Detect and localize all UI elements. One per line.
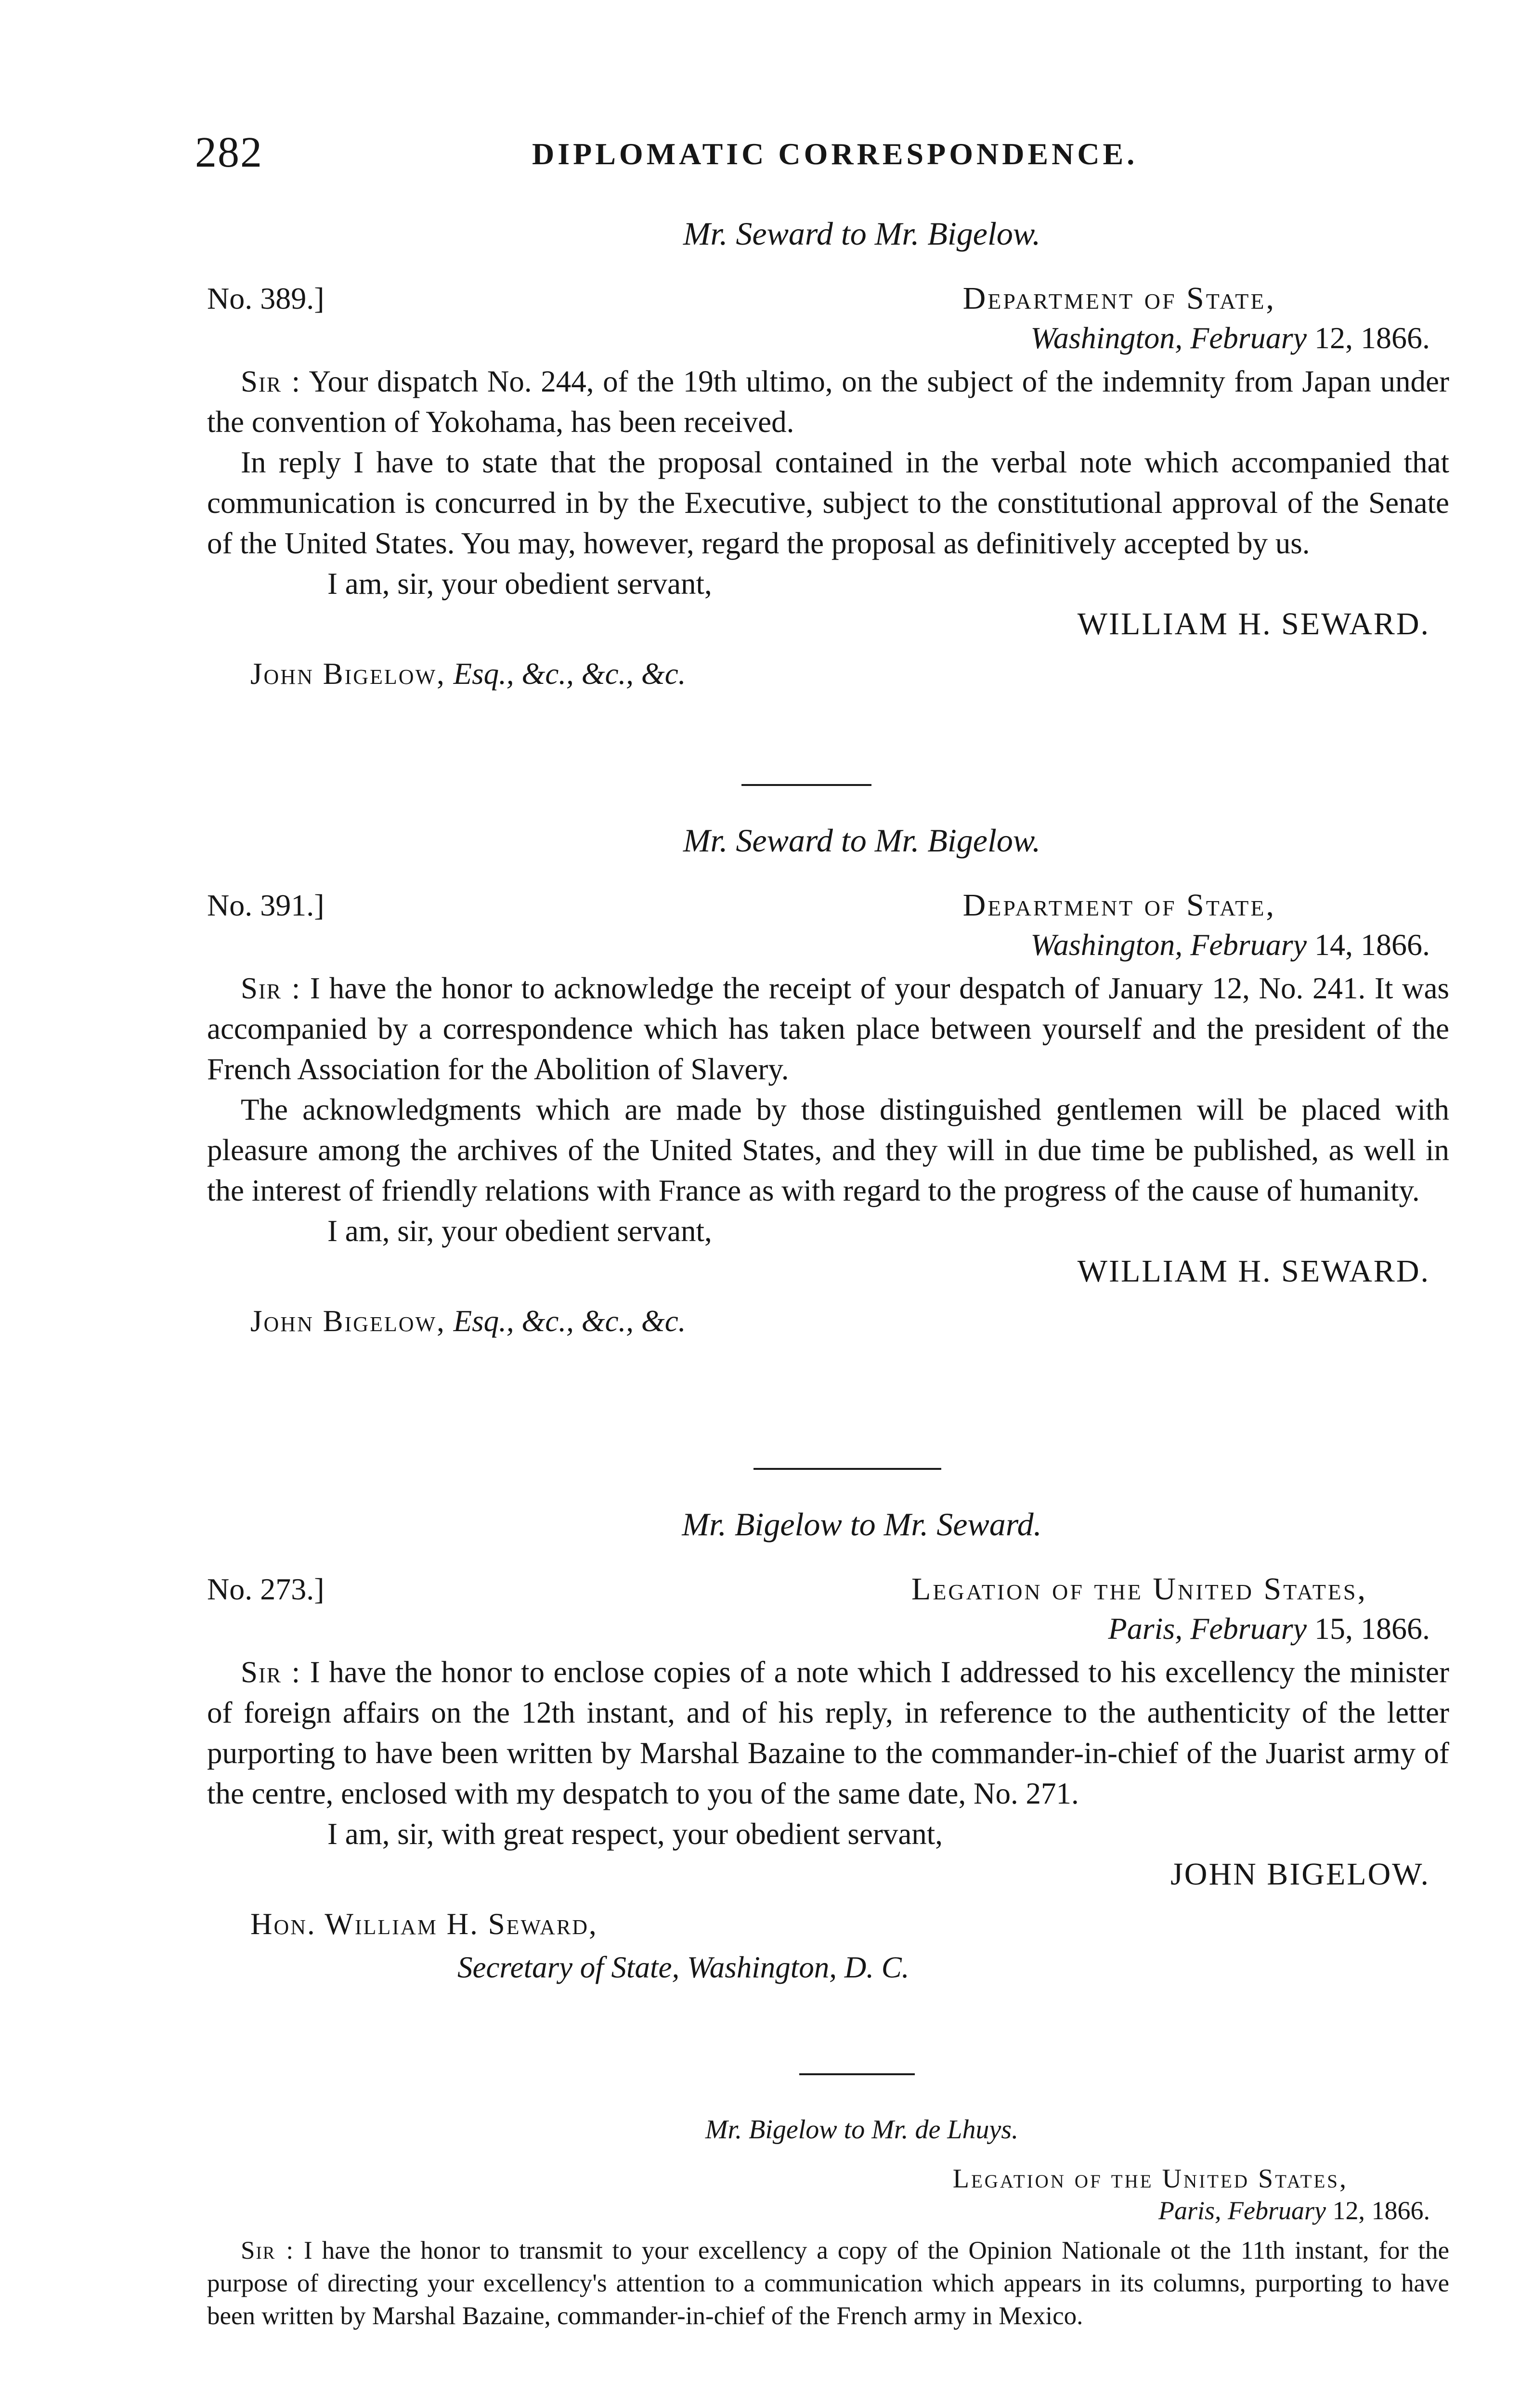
addressee-name: Hon. William H. Seward,: [250, 1907, 598, 1941]
paragraph-text: I have the honor to enclose copies of a note which I addressed to his excellency the minister of foreign affairs on the 12th instant, and of his reply, in reference to the authenticity of the letter purporting to have been written by Marshal Bazaine to the commander-in-chief of the Juarist army of the centre, enclosed with my despatch to you of the same date, No. 271.: [207, 1655, 1449, 1810]
addressee: [207, 1299, 1449, 1343]
letter-heading: Mr. Bigelow to Mr. Seward.: [682, 1506, 1042, 1543]
sender-office: Department of State,: [962, 281, 1276, 316]
letter-paragraph: [207, 2234, 1449, 2332]
closing: I am, sir, with great respect, your obedient servant,: [327, 1817, 943, 1851]
separator-rule: [754, 1468, 941, 1470]
page-number: 282: [195, 129, 263, 176]
closing: I am, sir, your obedient servant,: [327, 1214, 712, 1248]
separator-rule: [741, 784, 871, 786]
dispatch-number: No. 273.]: [207, 1572, 325, 1606]
date-text: 14, 1866.: [1314, 928, 1430, 962]
dispatch-number: No. 389.]: [207, 281, 325, 315]
date-text: 12, 1866.: [1314, 321, 1430, 355]
place-text: Washington, February: [1030, 928, 1307, 962]
letter-seward-391: [207, 819, 1449, 1343]
separator-rule: [799, 2073, 915, 2075]
letter-bigelow-delhuys: [207, 2112, 1449, 2332]
place-text: Washington, February: [1030, 321, 1307, 355]
page-header: [195, 126, 1447, 179]
addressee-title: Esq., &c., &c., &c.: [453, 657, 686, 691]
date-text: 15, 1866.: [1314, 1611, 1430, 1646]
letter-seward-389: [207, 212, 1449, 695]
paragraph-text: I have the honor to acknowledge the receipt of your despatch of January 12, No. 241. It was accompanied by a correspondence which has taken place between yourself and the president of the French Association for the Abolition of Slavery.: [207, 971, 1450, 1086]
dateline: [207, 1565, 1449, 1652]
sender-office: Legation of the United States,: [952, 2164, 1348, 2194]
signature: WILLIAM H. SEWARD.: [1077, 606, 1430, 641]
addressee-title: Secretary of State, Washington, D. C.: [457, 1950, 909, 1984]
paragraph-text: Your dispatch No. 244, of the 19th ultimo, on the subject of the indemnity from Japan under the convention of Yokohama, has been received.: [207, 365, 1449, 439]
salutation: Sir :: [241, 2237, 295, 2264]
dateline: [207, 275, 1449, 361]
date-text: 12, 1866.: [1332, 2196, 1430, 2225]
salutation: Sir :: [241, 1655, 301, 1689]
addressee-name: John Bigelow,: [250, 657, 446, 691]
salutation: Sir :: [241, 971, 301, 1005]
letter-heading: Mr. Seward to Mr. Bigelow.: [683, 215, 1041, 252]
place-date: [1108, 1610, 1430, 1648]
addressee-title: Esq., &c., &c., &c.: [453, 1304, 686, 1338]
salutation: Sir :: [241, 365, 301, 398]
letter-paragraph: [207, 968, 1449, 1089]
dateline: [207, 2162, 1449, 2234]
running-title: DIPLOMATIC CORRESPONDENCE.: [532, 137, 1138, 171]
sender-office: Department of State,: [962, 888, 1276, 923]
paragraph-text: I have the honor to transmit to your excellency a copy of the Opinion Nationale ot the 11th instant, for the purpose of directing your excellency's attention to a communication which appears in its columns, purporting to have been written by Marshal Bazaine, commander-in-chief of the French army in Mexico.: [207, 2237, 1449, 2330]
place-date: [1030, 926, 1430, 964]
letter-heading: Mr. Seward to Mr. Bigelow.: [683, 822, 1041, 859]
letter-heading: Mr. Bigelow to Mr. de Lhuys.: [705, 2115, 1019, 2145]
dispatch-number: No. 391.]: [207, 888, 325, 922]
place-text: Paris, February: [1108, 1611, 1307, 1646]
signature: WILLIAM H. SEWARD.: [1077, 1254, 1430, 1289]
letter-paragraph: In reply I have to state that the proposal contained in the verbal note which accompanied that communication is concurred in by the Executive, subject to the constitutional approval of the Senate of the United States. You may, however, regard the proposal as definitively accepted by us.: [207, 445, 1449, 560]
letter-paragraph: [207, 361, 1449, 442]
place-text: Paris, February: [1158, 2196, 1326, 2225]
closing: I am, sir, your obedient servant,: [327, 567, 712, 601]
addressee-name: John Bigelow,: [250, 1304, 446, 1338]
addressee: [207, 652, 1449, 695]
place-date: [1158, 2194, 1430, 2227]
signature: JOHN BIGELOW.: [1170, 1857, 1430, 1892]
addressee: [207, 1902, 1449, 1946]
letter-paragraph: [207, 1652, 1449, 1814]
sender-office: Legation of the United States,: [911, 1571, 1367, 1607]
dateline: [207, 881, 1449, 968]
place-date: [1030, 319, 1430, 357]
letter-paragraph: The acknowledgments which are made by those distinguished gentlemen will be placed with pleasure among the archives of the United States, and they will in due time be published, as well in the interest of friendly relations with France as with regard to the progress of the cause of humanity.: [207, 1093, 1449, 1207]
letter-bigelow-273: [207, 1503, 1449, 1989]
